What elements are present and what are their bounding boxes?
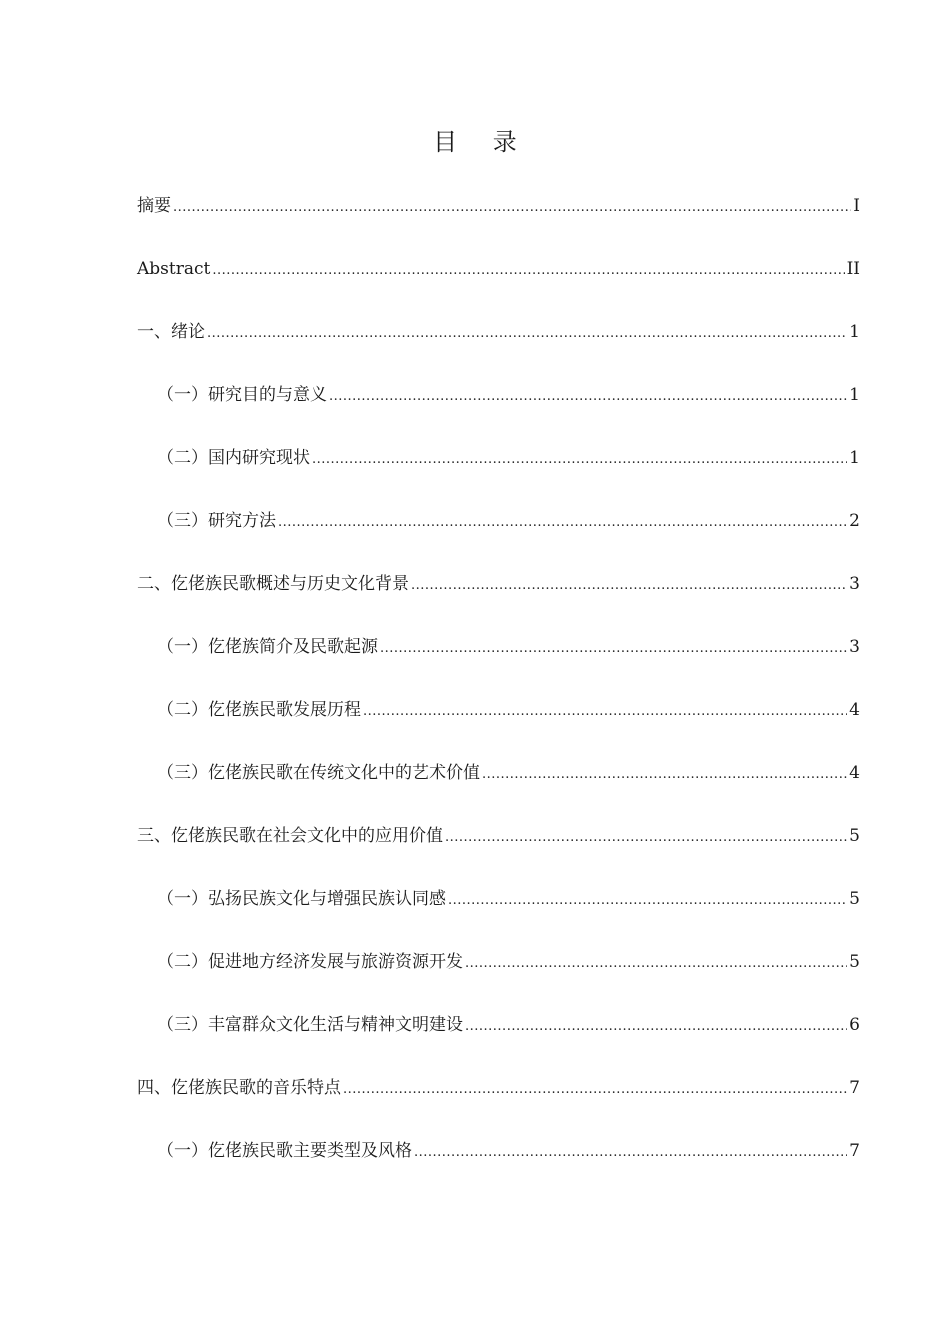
toc-entry-label: （二）促进地方经济发展与旅游资源开发: [157, 952, 463, 972]
toc-entry-page: 1: [849, 448, 860, 468]
toc-entry-page: 7: [849, 1141, 860, 1161]
toc-entry-label: （一）研究目的与意义: [157, 385, 327, 405]
toc-leader-dots: [448, 885, 847, 917]
toc-entry-page: 6: [849, 1015, 860, 1035]
toc-leader-dots: [465, 1011, 847, 1043]
toc-entry-label: 二、仡佬族民歌概述与历史文化背景: [137, 574, 409, 594]
toc-entry-label: 三、仡佬族民歌在社会文化中的应用价值: [137, 826, 443, 846]
toc-entry[interactable]: [137, 1009, 860, 1072]
toc-entry-page: 5: [849, 826, 860, 846]
toc-entry-page: 1: [849, 322, 860, 342]
toc-entry[interactable]: [137, 190, 860, 253]
toc-entry-page: 4: [849, 763, 860, 783]
toc-entry-page: 5: [849, 889, 860, 909]
toc-entry-label: （二）国内研究现状: [157, 448, 310, 468]
toc-entry-label: （三）研究方法: [157, 511, 276, 531]
toc-entry[interactable]: [137, 253, 860, 316]
toc-leader-dots: [363, 696, 847, 728]
toc-leader-dots: [411, 570, 847, 602]
toc-entry[interactable]: [137, 316, 860, 379]
toc-entry-label: （一）仡佬族民歌主要类型及风格: [157, 1141, 412, 1161]
toc-entry[interactable]: [137, 820, 860, 883]
toc-leader-dots: [414, 1137, 847, 1169]
toc-entry[interactable]: [137, 757, 860, 820]
toc-entry[interactable]: [137, 379, 860, 442]
toc-leader-dots: [207, 318, 847, 350]
toc-entry-page: II: [846, 259, 860, 279]
page-title: 目 录: [433, 128, 531, 156]
toc-entry-label: （三）丰富群众文化生活与精神文明建设: [157, 1015, 463, 1035]
toc-entry-label: （一）弘扬民族文化与增强民族认同感: [157, 889, 446, 909]
toc-leader-dots: [173, 192, 851, 224]
toc-entry-label: 摘要: [137, 196, 171, 216]
toc-entry[interactable]: [137, 568, 860, 631]
table-of-contents: [137, 190, 860, 1198]
toc-entry[interactable]: [137, 631, 860, 694]
toc-entry-page: I: [853, 196, 860, 216]
toc-entry-label: （三）仡佬族民歌在传统文化中的艺术价值: [157, 763, 480, 783]
toc-leader-dots: [445, 822, 847, 854]
toc-leader-dots: [278, 507, 847, 539]
toc-entry[interactable]: [137, 946, 860, 1009]
toc-entry-label: 一、绪论: [137, 322, 205, 342]
toc-entry[interactable]: [137, 442, 860, 505]
toc-entry-page: 7: [849, 1078, 860, 1098]
toc-entry[interactable]: [137, 694, 860, 757]
toc-leader-dots: [380, 633, 847, 665]
toc-entry-page: 5: [849, 952, 860, 972]
toc-entry-label: 四、仡佬族民歌的音乐特点: [137, 1078, 341, 1098]
toc-leader-dots: [329, 381, 847, 413]
toc-entry[interactable]: [137, 1135, 860, 1198]
toc-leader-dots: [343, 1074, 847, 1106]
toc-leader-dots: [482, 759, 847, 791]
toc-leader-dots: [212, 255, 844, 287]
toc-entry[interactable]: [137, 883, 860, 946]
toc-entry-page: 1: [849, 385, 860, 405]
toc-entry-page: 3: [849, 637, 860, 657]
toc-entry-label: （二）仡佬族民歌发展历程: [157, 700, 361, 720]
toc-entry[interactable]: [137, 505, 860, 568]
toc-entry-page: 4: [849, 700, 860, 720]
toc-entry-label: Abstract: [137, 259, 211, 279]
toc-entry-page: 2: [849, 511, 860, 531]
toc-leader-dots: [465, 948, 847, 980]
toc-entry-page: 3: [849, 574, 860, 594]
toc-entry-label: （一）仡佬族简介及民歌起源: [157, 637, 378, 657]
toc-leader-dots: [312, 444, 847, 476]
toc-entry[interactable]: [137, 1072, 860, 1135]
